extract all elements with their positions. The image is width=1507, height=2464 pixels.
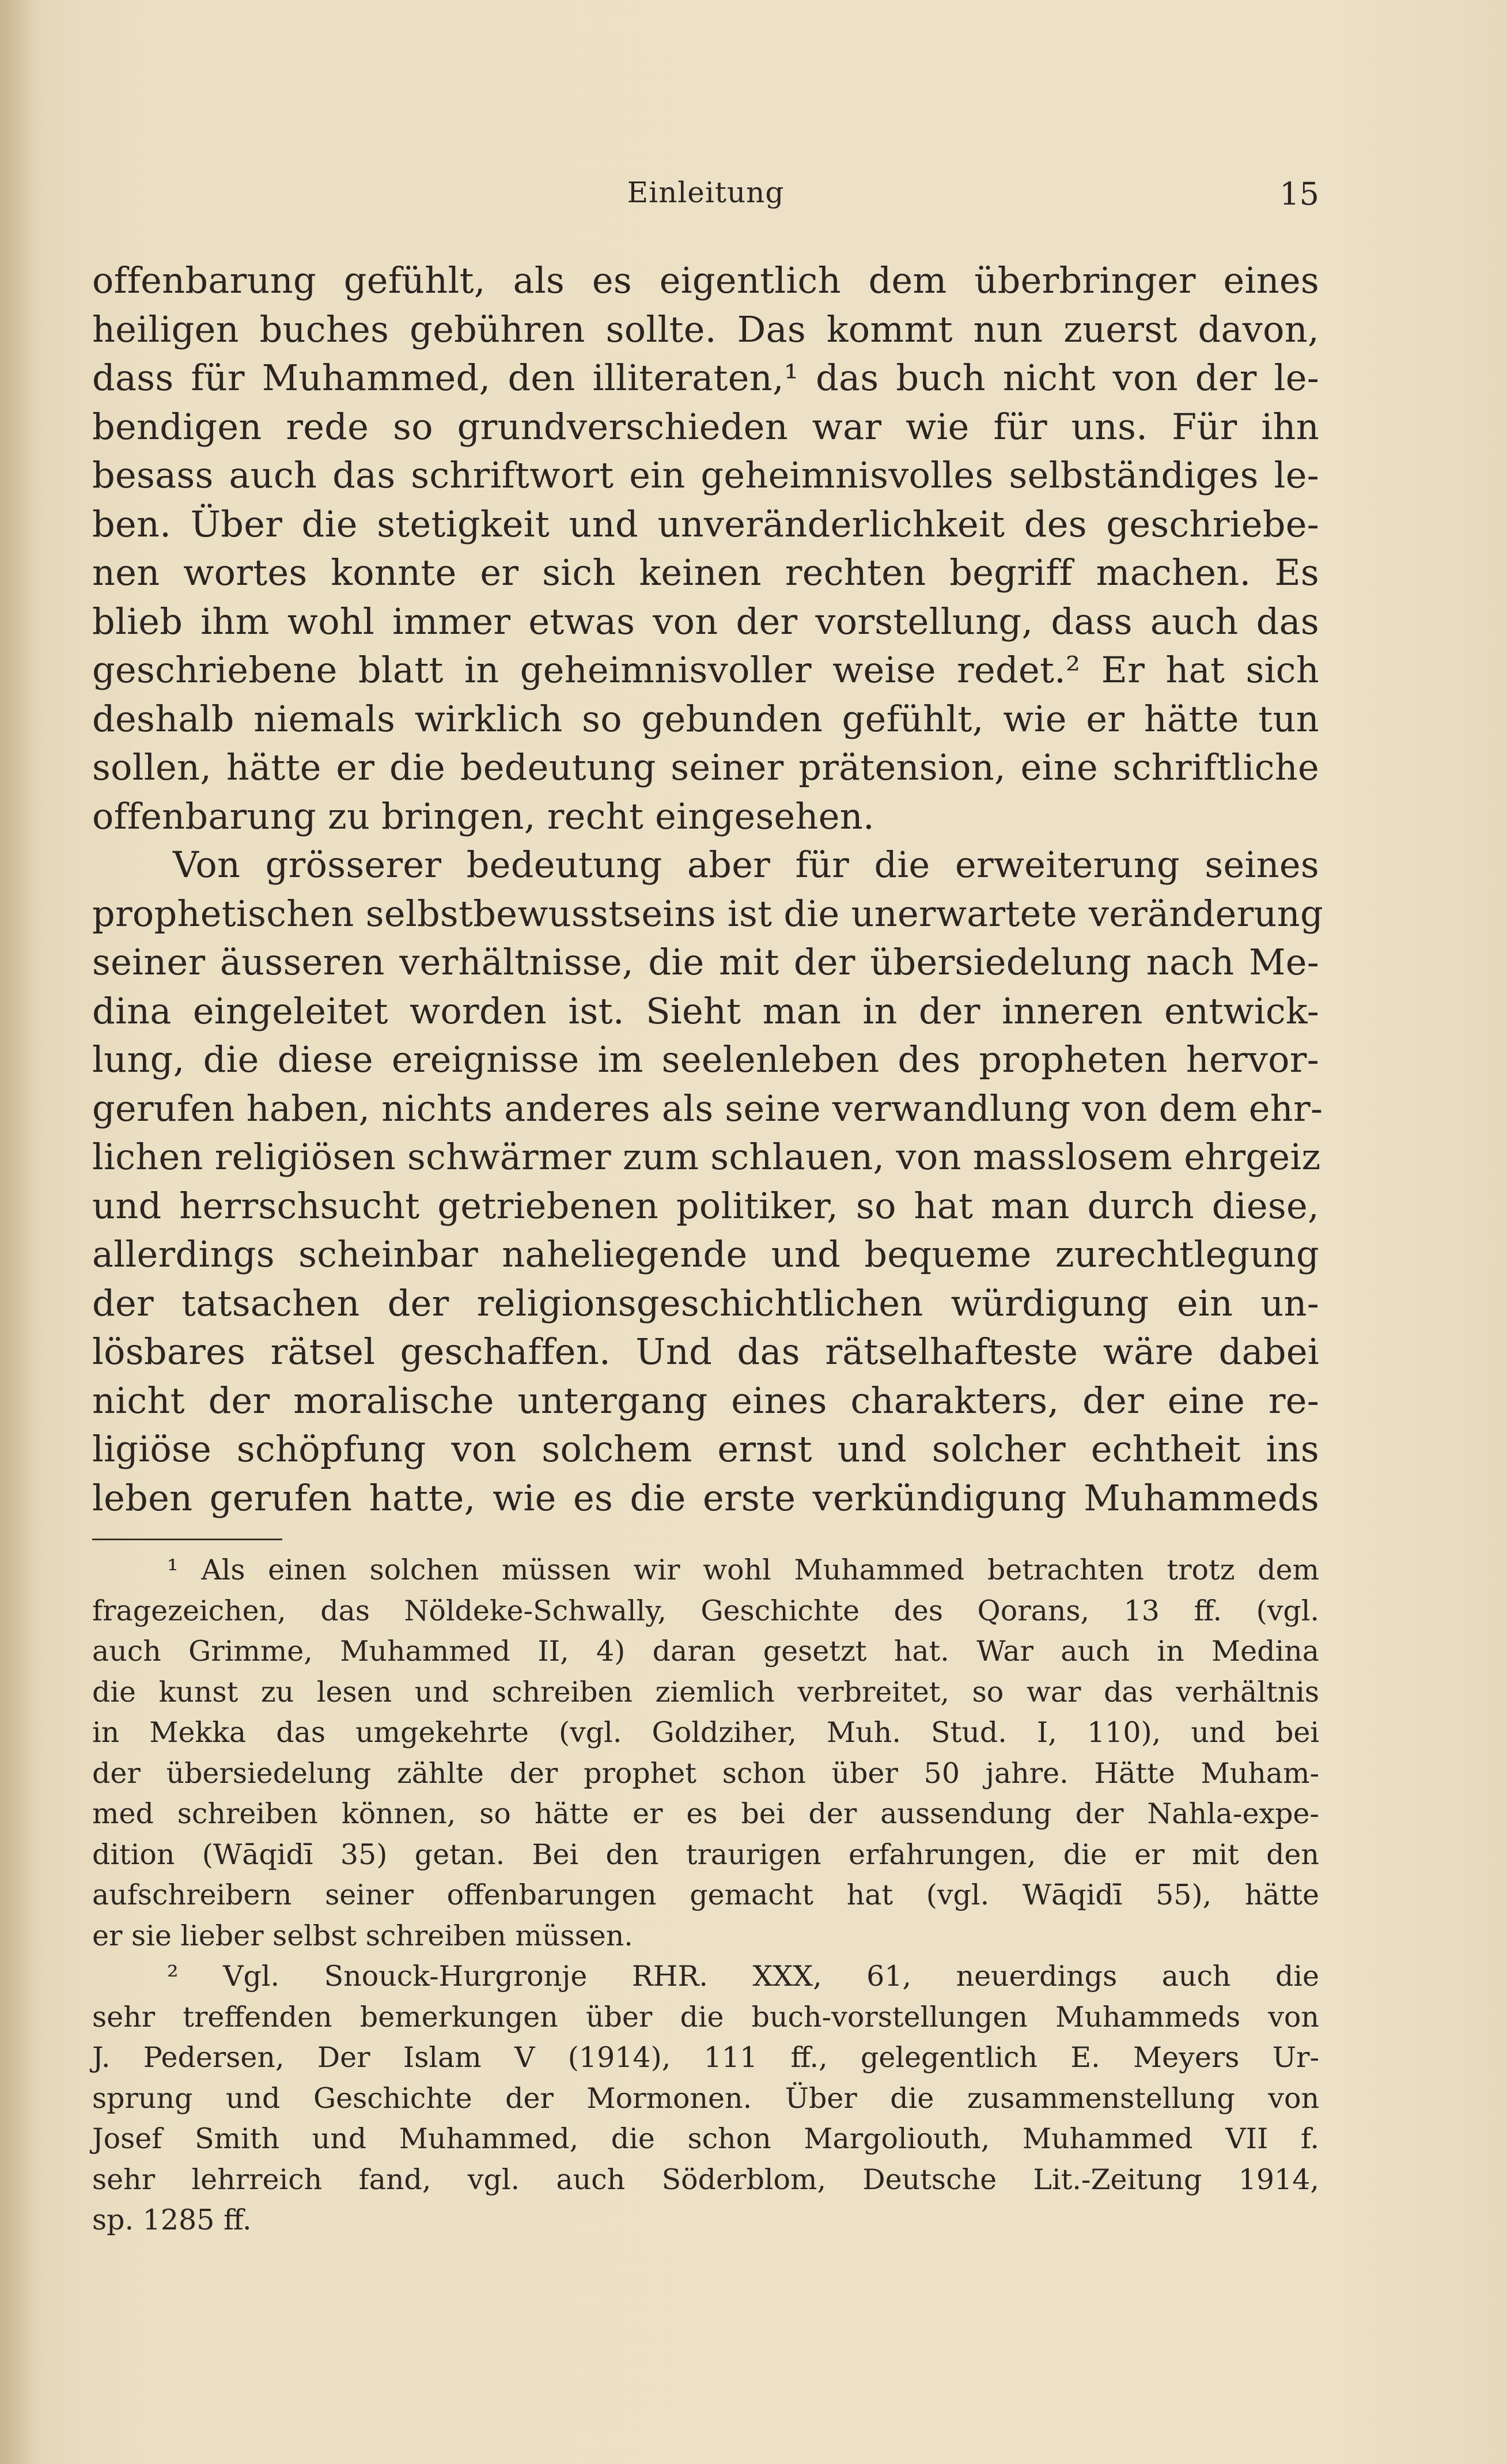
body-line: dass für Muhammed, den illiteraten,¹ das buch nicht von der le- [92,357,1319,399]
body-line: gerufen haben, nichts anderes als seine verwandlung von dem ehr- [92,1087,1323,1129]
footnote-line: der übersiedelung zählte der prophet schon über 50 jahre. Hätte Muham- [92,1756,1319,1790]
body-line: sollen, hätte er die bedeutung seiner prätension, eine schriftliche [92,746,1319,788]
body-line: dina eingeleitet worden ist. Sieht man in der inneren entwick- [92,989,1319,1032]
page-spine-shadow [0,0,35,2464]
body-line: nen wortes konnte er sich keinen rechten begriff machen. Es [92,551,1319,594]
footnote-line: ¹ Als einen solchen müssen wir wohl Muhammed betrachten trotz dem [167,1554,1319,1586]
footnote-line: fragezeichen, das Nöldeke-Schwally, Geschichte des Qorans, 13 ff. (vgl. [92,1594,1319,1627]
body-line: der tatsachen der religionsgeschichtlichen würdigung ein un- [92,1282,1319,1324]
body-line: lung, die diese ereignisse im seelenleben des propheten hervor- [92,1038,1319,1080]
footnote-line: sehr lehrreich fand, vgl. auch Söderblom, Deutsche Lit.-Zeitung 1914, [92,2163,1319,2196]
body-line: prophetischen selbstbewusstseins ist die unerwartete veränderung [92,892,1323,935]
footnote-line: J. Pedersen, Der Islam V (1914), 111 ff., gelegentlich E. Meyers Ur- [92,2041,1319,2074]
body-line: bendigen rede so grundverschieden war wie für uns. Für ihn [92,405,1319,448]
body-line: blieb ihm wohl immer etwas von der vorstellung, dass auch das [92,600,1319,643]
footnotes [92,1550,1319,2241]
body-text [92,256,1323,1522]
body-line: deshalb niemals wirklich so gebunden gefühlt, wie er hätte tun [92,697,1319,740]
body-line: Von grösserer bedeutung aber für die erweiterung seines [173,844,1319,886]
body-line: lichen religiösen schwärmer zum schlauen, von masslosem ehrgeiz [92,1136,1321,1178]
footnote-line: med schreiben können, so hätte er es bei der aussendung der Nahla-expe- [92,1797,1319,1830]
body-line: ligiöse schöpfung von solchem ernst und solcher echtheit ins [92,1428,1319,1470]
body-line: und herrschsucht getriebenen politiker, so hat man durch diese, [92,1184,1319,1227]
body-line: offenbarung gefühlt, als es eigentlich dem überbringer eines [92,259,1319,301]
footnote-separator [92,1539,282,1540]
body-line: heiligen buches gebühren sollte. Das kommt nun zuerst davon, [92,308,1319,350]
footnote-line: sp. 1285 ff. [92,2204,252,2236]
footnote-line: ² Vgl. Snouck-Hurgronje RHR. XXX, 61, neuerdings auch die [167,1960,1319,1993]
footnote-line: aufschreibern seiner offenbarungen gemacht hat (vgl. Wāqidī 55), hätte [92,1879,1319,1911]
page-number: 15 [1279,176,1319,212]
footnote-line: Josef Smith und Muhammed, die schon Margoliouth, Muhammed VII f. [92,2122,1319,2155]
page-header [92,176,1319,216]
body-line: leben gerufen hatte, wie es die erste verkündigung Muhammeds [92,1476,1319,1519]
footnote-line: auch Grimme, Muhammed II, 4) daran gesetzt hat. War auch in Medina [92,1635,1319,1668]
footnote-line: dition (Wāqidī 35) getan. Bei den traurigen erfahrungen, die er mit den [92,1838,1319,1871]
body-line: nicht der moralische untergang eines charakters, der eine re- [92,1379,1319,1422]
body-line: seiner äusseren verhältnisse, die mit der übersiedelung nach Me- [92,941,1319,983]
body-line: ben. Über die stetigkeit und unveränderlichkeit des geschriebe- [92,502,1319,545]
footnote-line: er sie lieber selbst schreiben müssen. [92,1919,633,1952]
body-line: offenbarung zu bringen, recht eingesehen. [92,795,875,837]
body-line: besass auch das schriftwort ein geheimnisvolles selbständiges le- [92,454,1319,496]
footnote-line: sprung und Geschichte der Mormonen. Über die zusammenstellung von [92,2081,1319,2115]
footnote-line: sehr treffenden bemerkungen über die buch-vorstellungen Muhammeds von [92,2000,1319,2034]
body-line: allerdings scheinbar naheliegende und bequeme zurechtlegung [92,1233,1319,1275]
footnote-line: die kunst zu lesen und schreiben ziemlich verbreitet, so war das verhältnis [92,1675,1319,1709]
running-title: Einleitung [627,176,785,209]
body-line: lösbares rätsel geschaffen. Und das rätselhafteste wäre dabei [92,1331,1319,1373]
body-line: geschriebene blatt in geheimnisvoller weise redet.² Er hat sich [92,649,1319,691]
footnote-line: in Mekka das umgekehrte (vgl. Goldziher, Muh. Stud. I, 110), und bei [92,1716,1319,1749]
